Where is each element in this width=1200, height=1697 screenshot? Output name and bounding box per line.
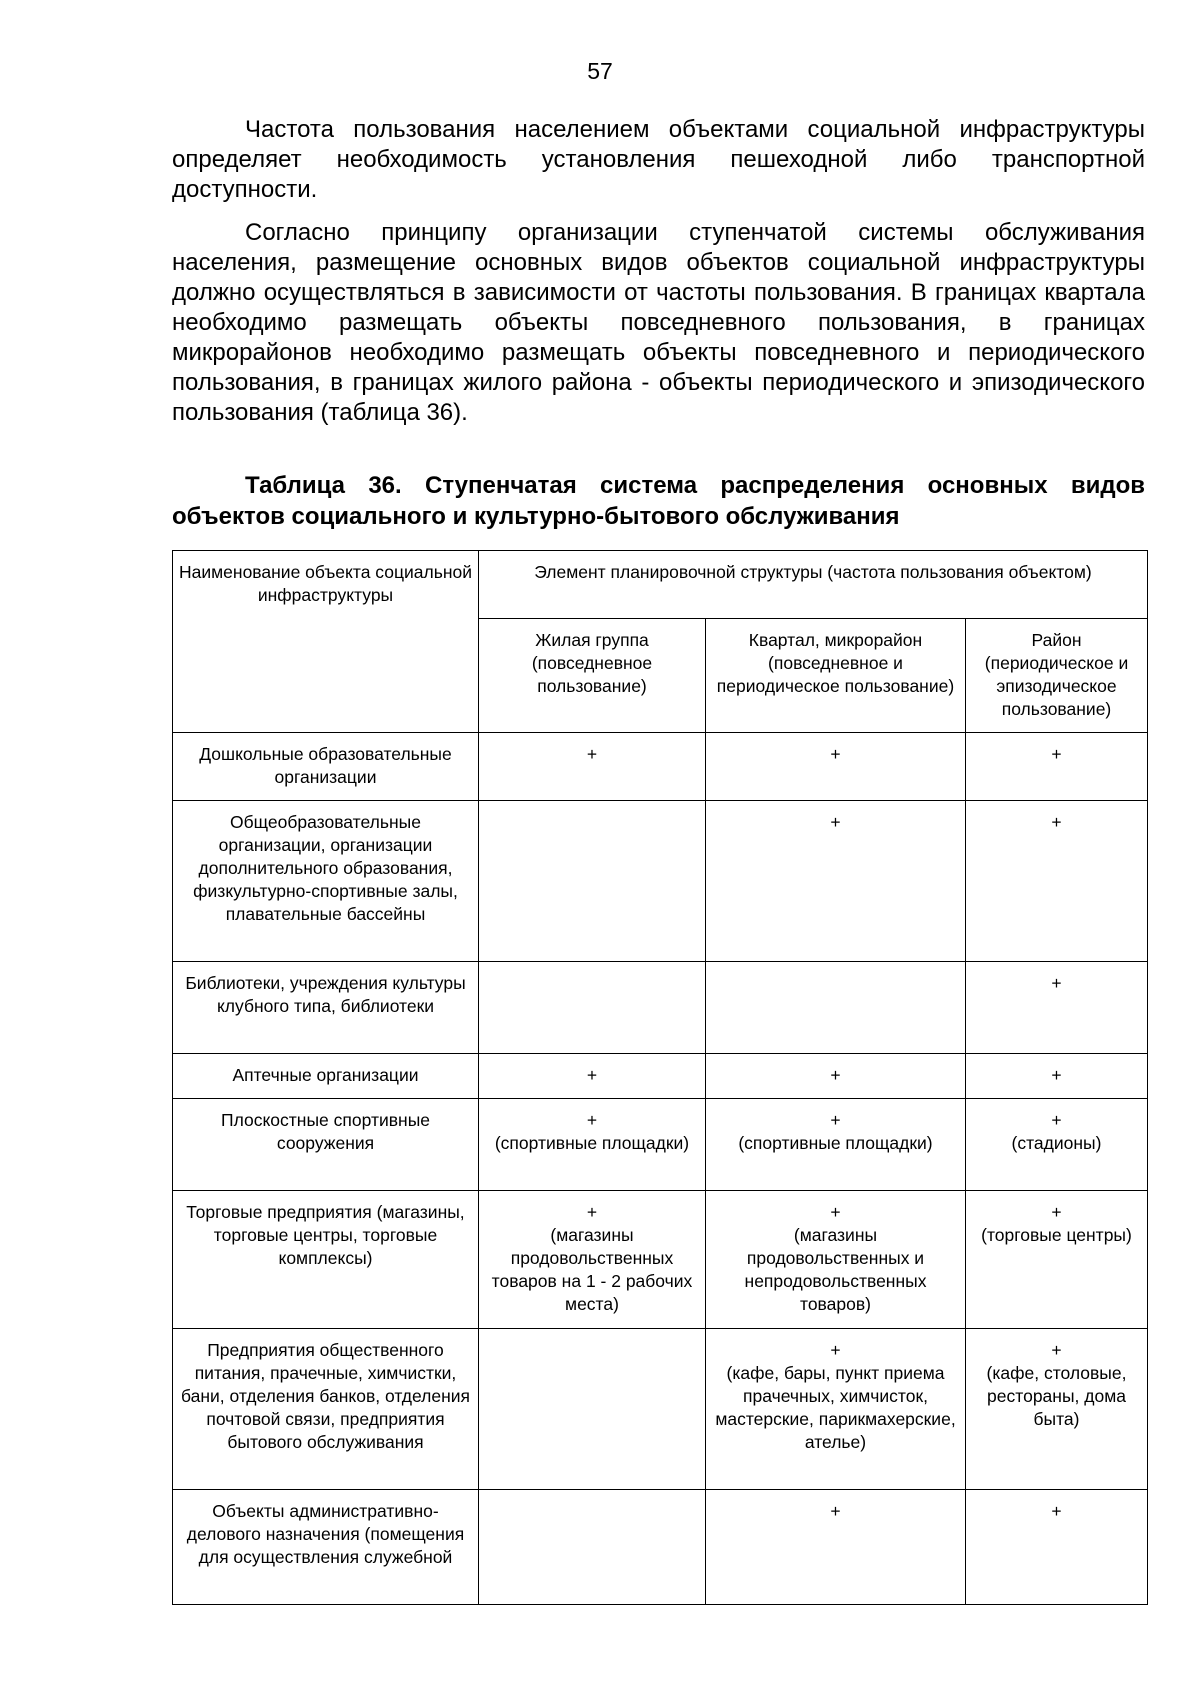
cell-residential-group [479, 962, 706, 1054]
cell-note: (кафе, столовые, рестораны, дома быта) [986, 1363, 1127, 1429]
plus-mark: + [586, 1202, 598, 1222]
cell-block-microdistrict: + [706, 801, 966, 962]
plus-mark: + [830, 1202, 841, 1222]
cell-district: + [966, 962, 1148, 1054]
cell-block-microdistrict: + [706, 733, 966, 801]
cell-district: + [966, 801, 1148, 962]
cell-residential-group [479, 801, 706, 962]
row-name: Дошкольные образовательные организации [173, 733, 479, 801]
cell-residential-group [479, 1329, 706, 1490]
paragraph-accessibility: Частота пользования населением объектами социальной инфраструктуры определяет необходимость установления пешеходной либо транспортной доступности. [172, 116, 1145, 203]
cell-district [966, 1329, 1148, 1490]
row-name: Общеобразовательные организации, организации дополнительного образования, физкультурно-спортивные залы, плавательные бассейны [173, 801, 479, 962]
cell-block-microdistrict: + [706, 1490, 966, 1605]
cell-note: (магазины продовольственных товаров на 1 - 2 рабочих места) [491, 1225, 693, 1314]
plus-mark: + [1051, 1110, 1062, 1130]
header-block-microdistrict: Квартал, микрорайон (повседневное и периодическое пользование) [706, 619, 966, 733]
row-name: Аптечные организации [173, 1054, 479, 1099]
table-row [173, 733, 1148, 801]
header-object-name: Наименование объекта социальной инфраструктуры [173, 551, 479, 733]
paragraph-service-system: Согласно принципу организации ступенчатой системы обслуживания населения, размещение основных видов объектов социальной инфраструктуры должно осуществляться в зависимости от частоты пользования. В границах квартала необходимо размещать объекты повседневного пользования, в границах микрорайонов необходимо размещать объекты повседневного и периодического пользования, в границах жилого района - объекты периодического и эпизодического пользования (таблица 36). [172, 219, 1145, 426]
cell-note: (стадионы) [1011, 1133, 1102, 1153]
table-header-row [173, 551, 1148, 619]
cell-note: (магазины продовольственных и непродовольственных товаров) [744, 1225, 927, 1314]
cell-district [966, 1191, 1148, 1329]
cell-block-microdistrict: + [706, 1054, 966, 1099]
plus-mark: + [1051, 1202, 1062, 1222]
cell-district: + [966, 733, 1148, 801]
table-row [173, 1490, 1148, 1605]
table-row [173, 1099, 1148, 1191]
table-row [173, 1054, 1148, 1099]
cell-district: + [966, 1054, 1148, 1099]
cell-residential-group [479, 1191, 706, 1329]
plus-mark: + [586, 1110, 598, 1130]
row-name: Торговые предприятия (магазины, торговые центры, торговые комплексы) [173, 1191, 479, 1329]
cell-residential-group [479, 1490, 706, 1605]
row-name: Объекты административно-делового назначения (помещения для осуществления служебной [173, 1490, 479, 1605]
service-distribution-table [172, 550, 1148, 1605]
cell-district [966, 1099, 1148, 1191]
cell-residential-group: + [479, 733, 706, 801]
table-row [173, 1329, 1148, 1490]
table-row [173, 801, 1148, 962]
table-row [173, 962, 1148, 1054]
header-residential-group: Жилая группа (повседневное пользование) [479, 619, 706, 733]
cell-note: (кафе, бары, пункт приема прачечных, химчисток, мастерские, парикмахерские, ателье) [715, 1363, 956, 1452]
plus-mark: + [1051, 1340, 1062, 1360]
cell-block-microdistrict [706, 1099, 966, 1191]
plus-mark: + [830, 1340, 841, 1360]
table-title: Таблица 36. Ступенчатая система распределения основных видов объектов социального и культурно-бытового обслуживания [172, 472, 1145, 530]
cell-residential-group: + [479, 1054, 706, 1099]
page-number: 57 [587, 58, 613, 84]
cell-note: (спортивные площадки) [738, 1133, 933, 1153]
cell-block-microdistrict [706, 1329, 966, 1490]
plus-mark: + [830, 1110, 841, 1130]
cell-district: + [966, 1490, 1148, 1605]
row-name: Плоскостные спортивные сооружения [173, 1099, 479, 1191]
row-name: Предприятия общественного питания, прачечные, химчистки, бани, отделения банков, отделения почтовой связи, предприятия бытового обслуживания [173, 1329, 479, 1490]
header-planning-element: Элемент планировочной структуры (частота пользования объектом) [479, 551, 1148, 619]
cell-residential-group [479, 1099, 706, 1191]
cell-note: (торговые центры) [981, 1225, 1132, 1245]
header-district: Район (периодическое и эпизодическое пользование) [966, 619, 1148, 733]
table-row [173, 1191, 1148, 1329]
row-name: Библиотеки, учреждения культуры клубного типа, библиотеки [173, 962, 479, 1054]
cell-block-microdistrict [706, 962, 966, 1054]
cell-note: (спортивные площадки) [494, 1133, 690, 1153]
cell-block-microdistrict [706, 1191, 966, 1329]
